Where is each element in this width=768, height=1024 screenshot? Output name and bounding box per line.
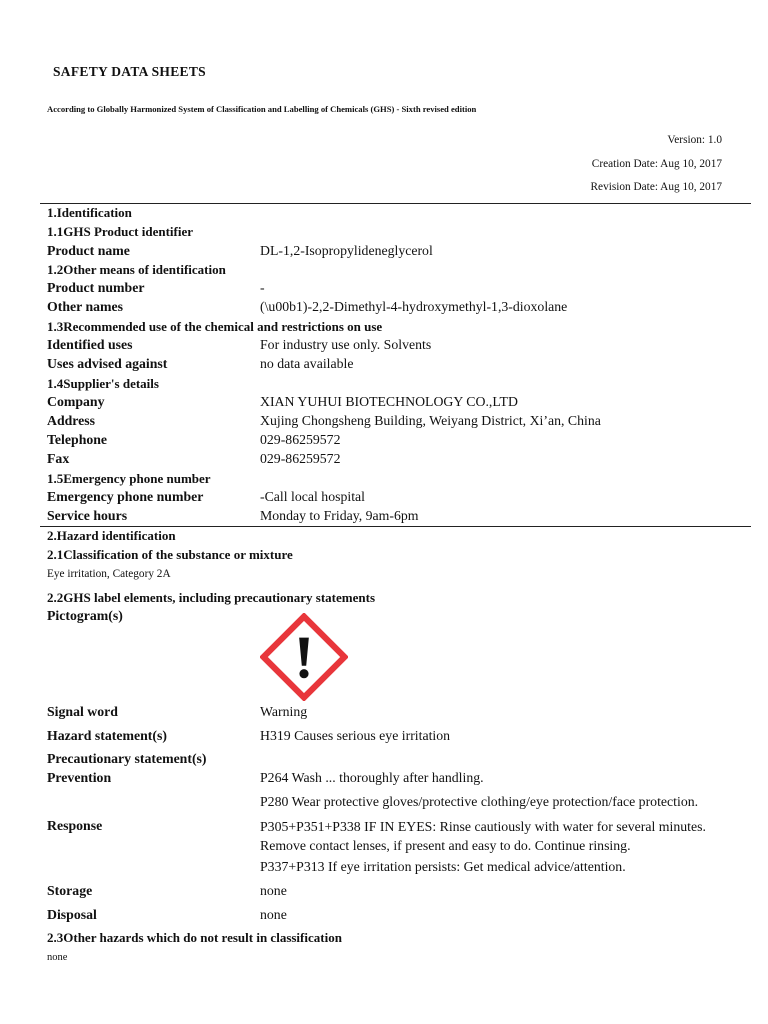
disposal-value: none bbox=[260, 907, 287, 922]
identified-uses-label: Identified uses bbox=[47, 337, 133, 352]
document-title: SAFETY DATA SHEETS bbox=[53, 64, 206, 79]
other-hazards-text: none bbox=[47, 952, 68, 963]
document-subtitle: According to Globally Harmonized System of Classification and Labelling of Chemicals (GHS) - Sixth revised edition bbox=[47, 104, 477, 114]
other-names-label: Other names bbox=[47, 299, 124, 314]
fax-label: Fax bbox=[47, 451, 70, 466]
storage-value: none bbox=[260, 883, 287, 898]
version-text: Version: 1.0 bbox=[667, 134, 722, 146]
ghs-exclamation-mark-icon bbox=[260, 613, 348, 701]
storage-label: Storage bbox=[47, 883, 93, 898]
section-1-heading: 1.Identification bbox=[47, 205, 132, 220]
company-value: XIAN YUHUI BIOTECHNOLOGY CO.,LTD bbox=[260, 394, 518, 409]
subsection-1-3-heading: 1.3Recommended use of the chemical and restrictions on use bbox=[47, 319, 383, 334]
company-label: Company bbox=[47, 394, 105, 409]
subsection-2-1-heading: 2.1Classification of the substance or mixture bbox=[47, 547, 293, 562]
subsection-2-2-heading: 2.2GHS label elements, including precautionary statements bbox=[47, 590, 376, 605]
product-number-label: Product number bbox=[47, 280, 145, 295]
service-hours-value: Monday to Friday, 9am-6pm bbox=[260, 508, 419, 523]
emergency-phone-value: -Call local hospital bbox=[260, 489, 365, 504]
product-name-label: Product name bbox=[47, 243, 130, 258]
section-divider bbox=[40, 203, 751, 204]
product-number-value: - bbox=[260, 280, 265, 295]
signal-word-label: Signal word bbox=[47, 704, 118, 719]
emergency-phone-label: Emergency phone number bbox=[47, 489, 204, 504]
section-2-heading: 2.Hazard identification bbox=[47, 528, 176, 543]
prevention-statement-2: P280 Wear protective gloves/protective clothing/eye protection/face protection. bbox=[260, 794, 699, 809]
precautionary-statement-label: Precautionary statement(s) bbox=[47, 751, 207, 766]
response-statement-1: P305+P351+P338 IF IN EYES: Rinse cautiously with water for several minutes. Remove contact lenses, if present and easy to do. Continue rinsing. bbox=[260, 819, 706, 853]
disposal-label: Disposal bbox=[47, 907, 97, 922]
uses-advised-against-label: Uses advised against bbox=[47, 356, 168, 371]
uses-advised-against-value: no data available bbox=[260, 356, 354, 371]
telephone-value: 029-86259572 bbox=[260, 432, 341, 447]
fax-value: 029-86259572 bbox=[260, 451, 341, 466]
other-names-value: (\u00b1)-2,2-Dimethyl-4-hydroxymethyl-1,3-dioxolane bbox=[260, 299, 568, 314]
prevention-statement-1: P264 Wash ... thoroughly after handling. bbox=[260, 770, 484, 785]
address-value: Xujing Chongsheng Building, Weiyang District, Xi’an, China bbox=[260, 413, 601, 428]
identified-uses-value: For industry use only. Solvents bbox=[260, 337, 432, 352]
subsection-2-3-heading: 2.3Other hazards which do not result in classification bbox=[47, 930, 342, 945]
subsection-1-1-heading: 1.1GHS Product identifier bbox=[47, 224, 194, 239]
service-hours-label: Service hours bbox=[47, 508, 128, 523]
response-label: Response bbox=[47, 818, 103, 833]
address-label: Address bbox=[47, 413, 96, 428]
subsection-1-5-heading: 1.5Emergency phone number bbox=[47, 471, 211, 486]
telephone-label: Telephone bbox=[47, 432, 108, 447]
subsection-1-4-heading: 1.4Supplier's details bbox=[47, 376, 159, 391]
product-name-value: DL-1,2-Isopropylideneglycerol bbox=[260, 243, 433, 258]
revision-date-text: Revision Date: Aug 10, 2017 bbox=[590, 181, 722, 193]
signal-word-value: Warning bbox=[260, 704, 308, 719]
hazard-statement-label: Hazard statement(s) bbox=[47, 728, 167, 743]
pictogram-label: Pictogram(s) bbox=[47, 608, 123, 623]
response-statement-2: P337+P313 If eye irritation persists: Get medical advice/attention. bbox=[260, 859, 626, 874]
section-divider bbox=[40, 526, 751, 527]
subsection-1-2-heading: 1.2Other means of identification bbox=[47, 262, 226, 277]
classification-text: Eye irritation, Category 2A bbox=[47, 568, 171, 580]
hazard-statement-value: H319 Causes serious eye irritation bbox=[260, 728, 451, 743]
creation-date-text: Creation Date: Aug 10, 2017 bbox=[591, 158, 722, 170]
prevention-label: Prevention bbox=[47, 770, 112, 785]
